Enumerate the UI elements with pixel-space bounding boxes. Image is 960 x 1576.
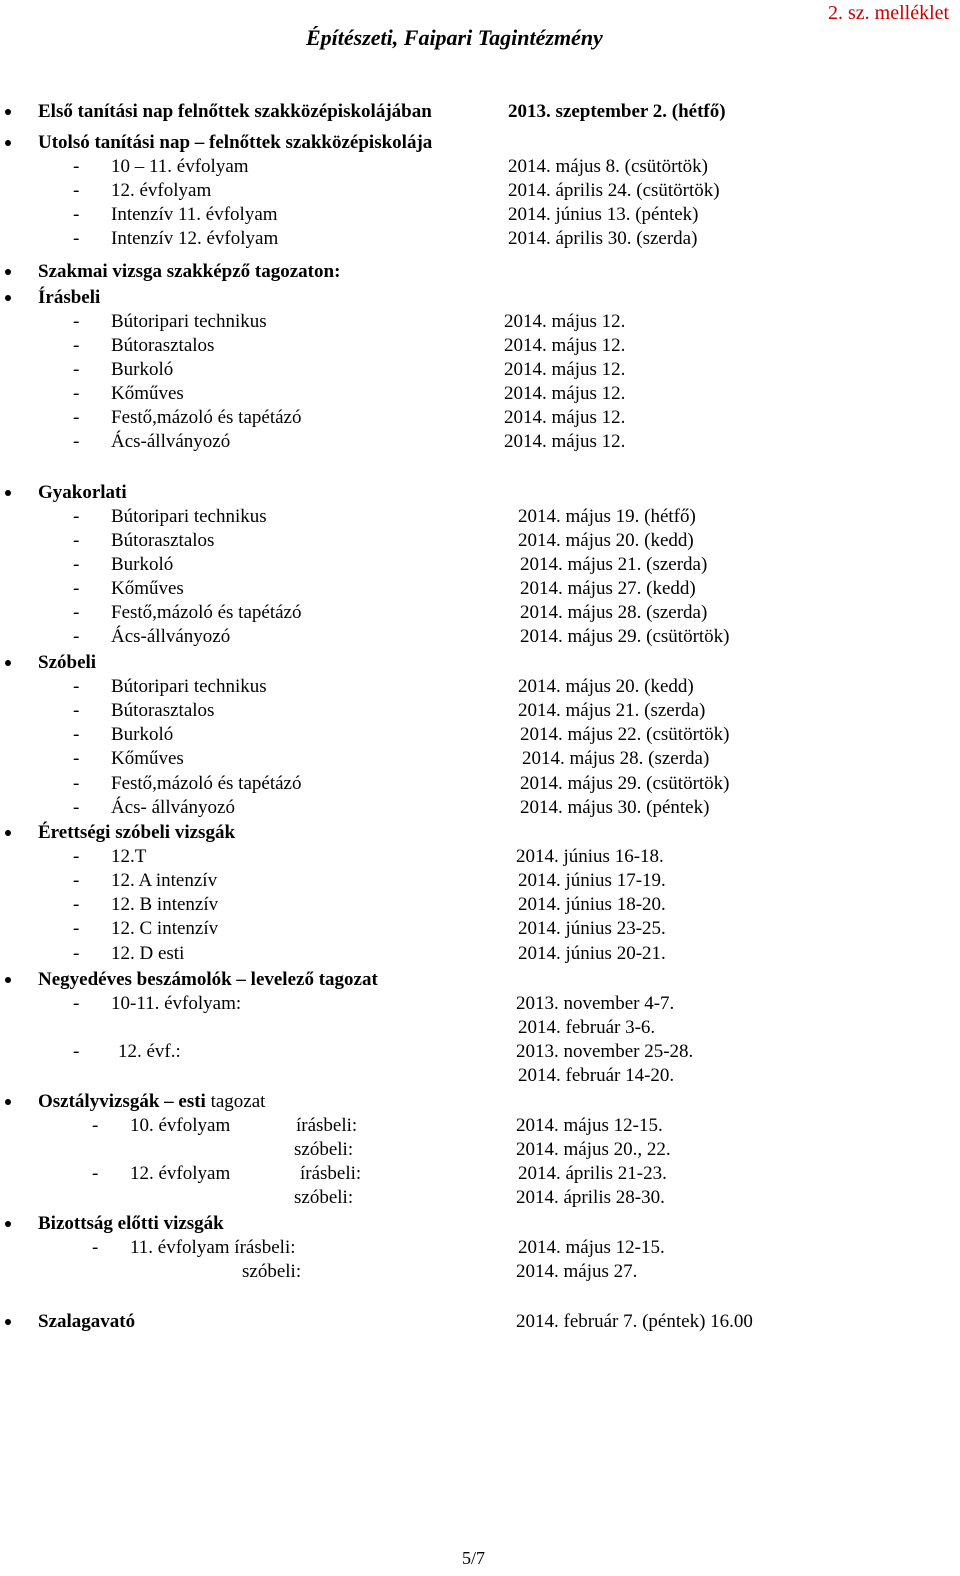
annex-label: 2. sz. melléklet — [828, 2, 950, 24]
date-value: 2014. május 20., 22. — [516, 1139, 671, 1160]
dash-marker: - — [73, 431, 80, 452]
dash-marker: - — [73, 383, 80, 404]
date-value: 2014. május 12-15. — [518, 1237, 665, 1258]
date-value: 2013. november 25-28. — [516, 1041, 694, 1062]
section-heading: Osztályvizsgák – esti tagozat — [38, 1091, 266, 1112]
exam-type-label: szóbeli: — [294, 1187, 354, 1208]
item-label: 11. évfolyam írásbeli: — [130, 1237, 296, 1258]
bullet-icon — [5, 830, 11, 836]
date-value: 2013. szeptember 2. (hétfő) — [508, 101, 726, 122]
dash-marker: - — [73, 846, 80, 867]
date-value: 2014. április 28-30. — [516, 1187, 665, 1208]
item-label: 12. D esti — [111, 943, 185, 964]
item-label: 12. A intenzív — [111, 870, 218, 891]
dash-marker: - — [73, 700, 80, 721]
date-value: 2014. május 8. (csütörtök) — [508, 156, 709, 177]
dash-marker: - — [73, 578, 80, 599]
item-label: Burkoló — [111, 359, 174, 380]
date-value: 2014. május 12-15. — [516, 1115, 663, 1136]
section-heading: Bizottság előtti vizsgák — [38, 1213, 224, 1234]
date-value: 2014. április 21-23. — [518, 1163, 667, 1184]
dash-marker: - — [73, 204, 80, 225]
dash-marker: - — [73, 894, 80, 915]
dash-marker: - — [73, 311, 80, 332]
date-value: 2014. május 21. (szerda) — [518, 700, 706, 721]
dash-marker: - — [73, 180, 80, 201]
dash-marker: - — [73, 748, 80, 769]
item-label: Ács-állványozó — [111, 626, 231, 647]
date-value: 2014. május 27. (kedd) — [520, 578, 696, 599]
date-value: 2014. május 12. — [504, 311, 626, 332]
dash-marker: - — [73, 554, 80, 575]
dash-marker: - — [73, 918, 80, 939]
dash-marker: - — [73, 335, 80, 356]
date-value: 2014. február 7. (péntek) 16.00 — [516, 1311, 753, 1332]
bullet-icon — [5, 1099, 11, 1105]
date-value: 2014. május 20. (kedd) — [518, 530, 694, 551]
section-heading: Utolsó tanítási nap – felnőttek szakközépiskolája — [38, 132, 433, 153]
dash-marker: - — [73, 228, 80, 249]
dash-marker: - — [73, 797, 80, 818]
dash-marker: - — [73, 506, 80, 527]
section-heading: Szakmai vizsga szakképző tagozaton: — [38, 261, 341, 282]
date-value: 2014. május 12. — [504, 359, 626, 380]
bullet-icon — [5, 1319, 11, 1325]
date-value: 2014. június 13. (péntek) — [508, 204, 699, 225]
dash-marker: - — [73, 156, 80, 177]
item-label: 12. évf.: — [118, 1041, 181, 1062]
date-value: 2014. április 30. (szerda) — [508, 228, 698, 249]
date-value: 2014. április 24. (csütörtök) — [508, 180, 720, 201]
dash-marker: - — [92, 1115, 99, 1136]
date-value: 2014. május 29. (csütörtök) — [520, 773, 730, 794]
item-label: Burkoló — [111, 554, 174, 575]
date-value: 2014. február 3-6. — [518, 1017, 656, 1038]
dash-marker: - — [73, 993, 80, 1014]
item-label: 10. évfolyam — [130, 1115, 231, 1136]
date-value: 2014. május 19. (hétfő) — [518, 506, 696, 527]
date-value: 2014. május 22. (csütörtök) — [520, 724, 730, 745]
date-value: 2014. június 17-19. — [518, 870, 666, 891]
item-label: Intenzív 11. évfolyam — [111, 204, 278, 225]
section-heading: Negyedéves beszámolók – levelező tagozat — [38, 969, 378, 990]
date-value: 2014. május 21. (szerda) — [520, 554, 708, 575]
item-label: Festő,mázoló és tapétázó — [111, 407, 302, 428]
date-value: 2014. június 16-18. — [516, 846, 664, 867]
dash-marker: - — [73, 1041, 80, 1062]
exam-type-label: írásbeli: — [296, 1115, 358, 1136]
date-value: 2014. május 30. (péntek) — [520, 797, 710, 818]
item-label: Kőműves — [111, 578, 184, 599]
dash-marker: - — [73, 602, 80, 623]
item-label: Ács- állványozó — [111, 797, 235, 818]
date-value: 2014. május 28. (szerda) — [522, 748, 710, 769]
dash-marker: - — [73, 407, 80, 428]
section-heading: Szóbeli — [38, 652, 97, 673]
date-value: 2014. május 28. (szerda) — [520, 602, 708, 623]
date-value: 2014. június 18-20. — [518, 894, 666, 915]
dash-marker: - — [73, 626, 80, 647]
exam-type-label: szóbeli: — [242, 1261, 302, 1282]
date-value: 2014. május 12. — [504, 407, 626, 428]
item-label: Festő,mázoló és tapétázó — [111, 773, 302, 794]
item-label: 10 – 11. évfolyam — [111, 156, 249, 177]
bullet-icon — [5, 977, 11, 983]
bullet-icon — [5, 269, 11, 275]
item-label: Bútoripari technikus — [111, 676, 267, 697]
item-label: Kőműves — [111, 383, 184, 404]
section-heading: Érettségi szóbeli vizsgák — [38, 822, 236, 843]
date-value: 2014. május 27. — [516, 1261, 638, 1282]
section-heading: Írásbeli — [38, 287, 101, 308]
date-value: 2014. február 14-20. — [518, 1065, 675, 1086]
dash-marker: - — [73, 359, 80, 380]
date-value: 2014. május 29. (csütörtök) — [520, 626, 730, 647]
exam-type-label: írásbeli: — [300, 1163, 362, 1184]
item-label: 12. B intenzív — [111, 894, 219, 915]
bullet-icon — [5, 660, 11, 666]
dash-marker: - — [73, 773, 80, 794]
section-heading-suffix: tagozat — [205, 1091, 266, 1112]
item-label: 12. C intenzív — [111, 918, 219, 939]
dash-marker: - — [73, 870, 80, 891]
bullet-icon — [5, 140, 11, 146]
item-label: 12. évfolyam — [130, 1163, 231, 1184]
section-heading: Első tanítási nap felnőttek szakközépiskolájában — [38, 101, 432, 122]
dash-marker: - — [73, 530, 80, 551]
date-value: 2014. május 12. — [504, 431, 626, 452]
item-label: Festő,mázoló és tapétázó — [111, 602, 302, 623]
page-number: 5/7 — [462, 1548, 486, 1568]
section-heading: Gyakorlati — [38, 482, 127, 503]
dash-marker: - — [73, 943, 80, 964]
bullet-icon — [5, 490, 11, 496]
bullet-icon — [5, 295, 11, 301]
item-label: Bútoripari technikus — [111, 506, 267, 527]
item-label: Bútorasztalos — [111, 530, 215, 551]
date-value: 2014. május 12. — [504, 335, 626, 356]
item-label: Bútorasztalos — [111, 335, 215, 356]
bullet-icon — [5, 1221, 11, 1227]
date-value: 2013. november 4-7. — [516, 993, 675, 1014]
item-label: 10-11. évfolyam: — [111, 993, 242, 1014]
bullet-icon — [5, 109, 11, 115]
item-label: 12. évfolyam — [111, 180, 212, 201]
dash-marker: - — [73, 676, 80, 697]
dash-marker: - — [92, 1163, 99, 1184]
page-title: Építészeti, Faipari Tagintézmény — [306, 25, 603, 50]
section-heading: Szalagavató — [38, 1311, 136, 1332]
item-label: Burkoló — [111, 724, 174, 745]
date-value: 2014. június 20-21. — [518, 943, 666, 964]
date-value: 2014. június 23-25. — [518, 918, 666, 939]
item-label: Kőműves — [111, 748, 184, 769]
item-label: Bútorasztalos — [111, 700, 215, 721]
dash-marker: - — [73, 724, 80, 745]
dash-marker: - — [92, 1237, 99, 1258]
item-label: 12.T — [111, 846, 147, 867]
item-label: Intenzív 12. évfolyam — [111, 228, 279, 249]
exam-type-label: szóbeli: — [294, 1139, 354, 1160]
date-value: 2014. május 12. — [504, 383, 626, 404]
item-label: Ács-állványozó — [111, 431, 231, 452]
date-value: 2014. május 20. (kedd) — [518, 676, 694, 697]
item-label: Bútoripari technikus — [111, 311, 267, 332]
